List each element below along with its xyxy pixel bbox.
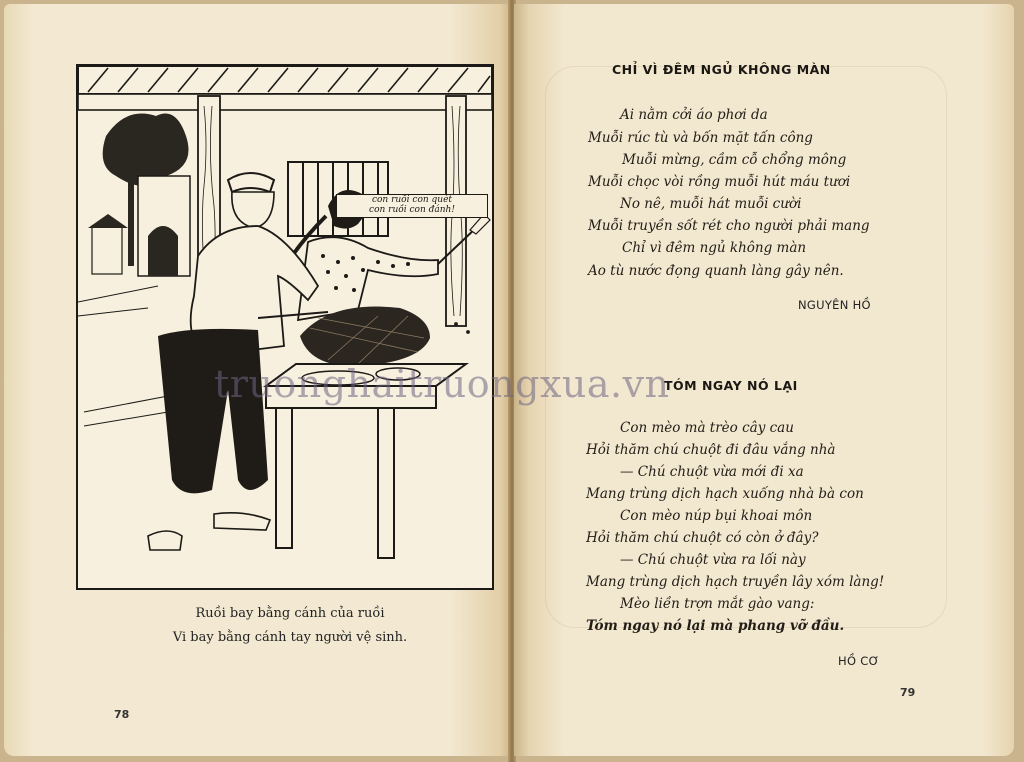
poem-line: Tóm ngay nó lại mà phang vỡ đầu.: [586, 618, 845, 634]
illustration-sign: [336, 194, 488, 218]
poem-line: Hỏi thăm chú chuột có còn ở đây?: [586, 530, 819, 546]
poem-line: Ao tù nước đọng quanh làng gây nên.: [588, 263, 844, 279]
poem-1-author: NGUYÊN HỒ: [798, 298, 871, 312]
poem-line: Con mèo núp bụi khoai môn: [620, 508, 813, 524]
poem-line: No nê, muỗi hát muỗi cười: [620, 196, 802, 212]
poem-line: Muỗi mừng, cầm cỗ chổng mông: [622, 152, 847, 168]
sign-line-1: con ruồi con quét: [371, 195, 453, 205]
poem-line: Chỉ vì đêm ngủ không màn: [622, 240, 807, 256]
poem-2-author: HỒ CƠ: [838, 654, 880, 668]
poem-line: Con mèo mà trèo cây cau: [620, 420, 794, 436]
poem-line: — Chú chuột vừa mới đi xa: [620, 464, 804, 480]
poem-line: Muỗi rúc tù và bốn mặt tấn công: [588, 130, 813, 146]
page-number-left: 78: [114, 708, 130, 721]
caption-line-2: Vi bay bằng cánh tay người vệ sinh.: [172, 630, 408, 645]
page-number-right: 79: [900, 686, 916, 699]
poem-line: Ai nằm cởi áo phơi da: [620, 107, 768, 123]
poem-2-title: TÓM NGAY NÓ LẠI: [664, 378, 798, 393]
poem-line: Muỗi chọc vòi rồng muỗi hút máu tươi: [588, 174, 851, 190]
poem-line: Mang trùng dịch hạch xuống nhà bà con: [586, 486, 864, 502]
caption-line-1: Ruồi bay bằng cánh của ruồi: [195, 606, 385, 621]
poem-line: Mèo liền trợn mắt gào vang:: [620, 596, 815, 612]
poem-line: Hỏi thăm chú chuột đi đâu vắng nhà: [586, 442, 836, 458]
poem-line: Muỗi truyền sốt rét cho người phải mang: [588, 218, 870, 234]
poem-line: — Chú chuột vừa ra lối này: [620, 552, 806, 568]
illustration-drawing: [78, 66, 492, 588]
website-watermark: truonghaitruongxua.vn: [214, 362, 670, 406]
poem-line: Mang trùng dịch hạch truyền lây xóm làng!: [586, 574, 885, 590]
poem-1-title: CHỈ VÌ ĐÊM NGỦ KHÔNG MÀN: [612, 62, 831, 77]
sign-line-2: con ruồi con đánh!: [369, 205, 455, 215]
woodcut-illustration: [76, 64, 494, 590]
